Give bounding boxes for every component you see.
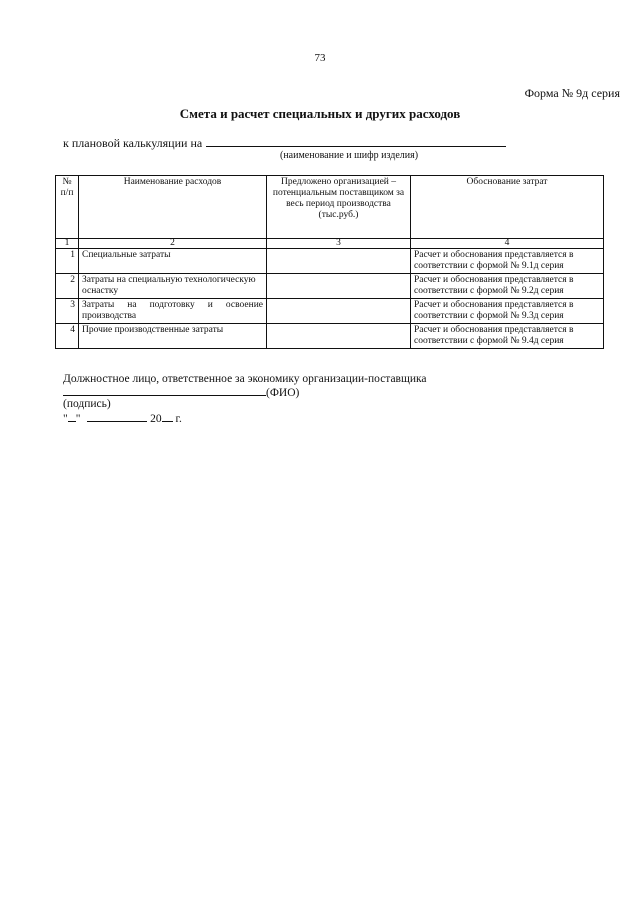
calculation-prefix: к плановой калькуляции на (63, 136, 203, 150)
row-basis: Расчет и обоснования представляется в соответствии с формой № 9.2д серия (411, 274, 604, 299)
row-name: Затраты на подготовку и освоение производства (79, 299, 267, 324)
signature-blank (63, 385, 266, 396)
col-number: 2 (79, 239, 267, 249)
row-offered (267, 324, 411, 349)
header-basis: Обоснование затрат (411, 176, 604, 239)
row-basis: Расчет и обоснования представляется в соответствии с формой № 9.1д серия (411, 249, 604, 274)
column-number-row (56, 239, 604, 249)
header-name: Наименование расходов (79, 176, 267, 239)
table-row (56, 324, 604, 349)
quote-close: " (75, 413, 81, 425)
row-offered (267, 274, 411, 299)
form-number: Форма № 9д серия (524, 86, 620, 100)
table-header-row (56, 176, 604, 239)
quote-open: " (63, 413, 68, 425)
row-name: Специальные затраты (79, 249, 267, 274)
table-row (56, 249, 604, 274)
responsible-person-label: Должностное лицо, ответственное за экономику организации-поставщика (63, 373, 427, 385)
table-row (56, 274, 604, 299)
row-num: 3 (56, 299, 79, 324)
row-num: 1 (56, 249, 79, 274)
calculation-line (63, 136, 506, 151)
row-basis: Расчет и обоснования представляется в соответствии с формой № 9.4д серия (411, 324, 604, 349)
product-name-caption: (наименование и шифр изделия) (280, 150, 419, 161)
row-name: Затраты на специальную технологическую оснастку (79, 274, 267, 299)
col-number: 4 (411, 239, 604, 249)
row-name: Прочие производственные затраты (79, 324, 267, 349)
row-num: 2 (56, 274, 79, 299)
row-offered (267, 249, 411, 274)
year-suffix: г. (175, 413, 182, 425)
costs-table (55, 175, 604, 349)
fio-line (63, 385, 299, 399)
table-row (56, 299, 604, 324)
row-basis: Расчет и обоснования представляется в соответствии с формой № 9.3д серия (411, 299, 604, 324)
document-title: Смета и расчет специальных и других расходов (179, 106, 461, 121)
page-number: 73 (314, 52, 326, 64)
header-num: № п/п (56, 176, 79, 239)
col-number: 1 (56, 239, 79, 249)
product-name-blank (206, 136, 506, 147)
fio-label: (ФИО) (266, 387, 300, 399)
header-offered: Предложено организацией – потенциальным поставщиком за весь период производства (тыс.руб.) (267, 176, 411, 239)
signature-label: (подпись) (63, 398, 111, 410)
day-blank (68, 411, 76, 422)
year-prefix: 20 (150, 413, 162, 425)
year-blank (162, 411, 173, 422)
month-blank (87, 411, 147, 422)
row-num: 4 (56, 324, 79, 349)
col-number: 3 (267, 239, 411, 249)
date-line (63, 411, 182, 425)
row-offered (267, 299, 411, 324)
